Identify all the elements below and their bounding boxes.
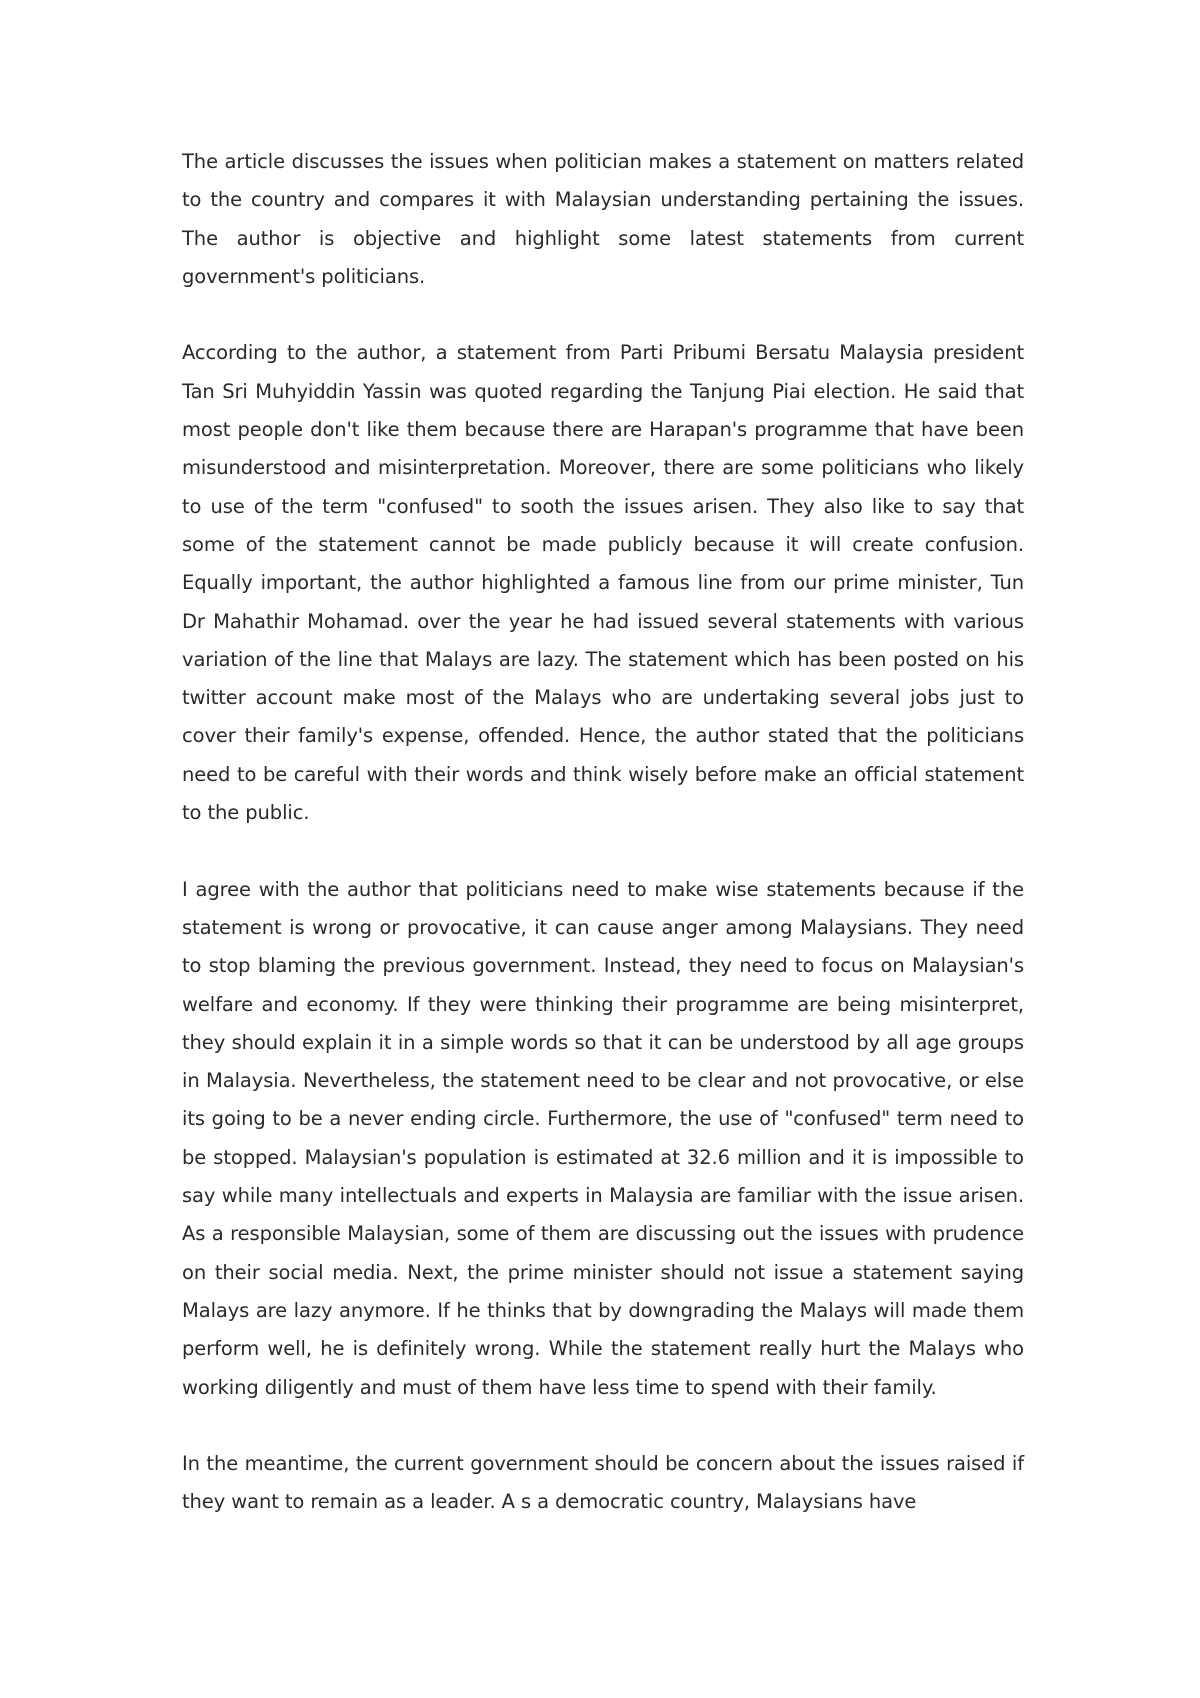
document-body [182, 143, 1024, 1522]
paragraph-opinion: I agree with the author that politicians need to make wise statements because if the statement is wrong or provocative, it can cause anger among Malaysians. They need to stop blaming the previous government. Instead, they need to focus on Malaysian's welfare and economy. If they were thinking their programme are being misinterpret, they should explain it in a simple words so that it can be understood by all age groups in Malaysia. Nevertheless, the statement need to be clear and not provocative, or else its going to be a never ending circle. Furthermore, the use of "confused" term need to be stopped. Malaysian's population is estimated at 32.6 million and it is impossible to say while many intellectuals and experts in Malaysia are familiar with the issue arisen. As a responsible Malaysian, some of them are discussing out the issues with prudence on their social media. Next, the prime minister should not issue a statement saying Malays are lazy anymore. If he thinks that by downgrading the Malays will made them perform well, he is definitely wrong. While the statement really hurt the Malays who working diligently and must of them have less time to spend with their family. [182, 877, 1024, 1399]
paragraph-intro: The article discusses the issues when politician makes a statement on matters related to the country and compares it with Malaysian understanding pertaining the issues. The author is objective and highlight some latest statements from current government's politicians. [182, 150, 1024, 288]
paragraph-author-summary: According to the author, a statement from Parti Pribumi Bersatu Malaysia president Tan Sri Muhyiddin Yassin was quoted regarding the Tanjung Piai election. He said that most people don't like them because there are Harapan's programme that have been misunderstood and misinterpretation. Moreover, there are some politicians who likely to use of the term "confused" to sooth the issues arisen. They also like to say that some of the statement cannot be made publicly because it will create confusion. Equally important, the author highlighted a famous line from our prime minister, Tun Dr Mahathir Mohamad. over the year he had issued several statements with various variation of the line that Malays are lazy. The statement which has been posted on his twitter account make most of the Malays who are undertaking several jobs just to cover their family's expense, offended. Hence, the author stated that the politicians need to be careful with their words and think wisely before make an official statement to the public. [182, 341, 1024, 825]
paragraph-conclusion: In the meantime, the current government should be concern about the issues raised if they want to remain as a leader. A s a democratic country, Malaysians have [182, 1452, 1024, 1514]
